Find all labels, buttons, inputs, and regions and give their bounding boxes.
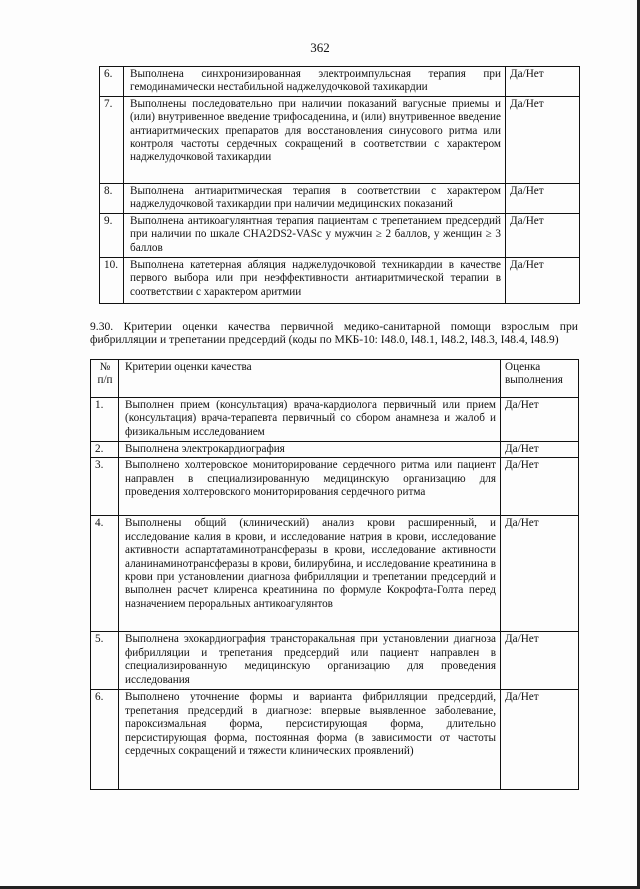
criterion-text: Выполнена электрокардиография bbox=[119, 442, 501, 458]
criterion-text: Выполнен прием (консультация) врача-кардиолога первичный или прием (консультация) врача-терапевта первичный со сбором анамнеза и жалоб и физикальным исследованием bbox=[119, 398, 501, 442]
row-number: 6. bbox=[91, 690, 119, 790]
table-row bbox=[100, 67, 580, 97]
table-row bbox=[91, 458, 579, 516]
page-number: 362 bbox=[310, 40, 330, 55]
row-number: 10. bbox=[100, 257, 124, 303]
assessment-value: Да/Нет bbox=[506, 183, 580, 213]
criterion-text: Выполнено уточнение формы и варианта фибрилляции предсердий, трепетания предсердий в диагнозе: впервые выявленное заболевание, пароксизмальная форма, персистирующая форма, длительно персистирующая форма, постоянная форма (в зависимости от частоты сердечных сокращений и тяжести клинических проявлений) bbox=[119, 690, 501, 790]
section-heading: 9.30. Критерии оценки качества первичной медико-санитарной помощи взрослым при фибрилляции и трепетании предсердий (коды по МКБ-10: I48.0, I48.1, I48.2, I48.3, I48.4, I48.9) bbox=[90, 320, 578, 347]
table-row bbox=[91, 690, 579, 790]
criterion-text: Выполнена антиаритмическая терапия в соответствии с характером наджелудочковой тахикардии при наличии медицинских показаний bbox=[124, 183, 506, 213]
header-criteria: Критерии оценки качества bbox=[119, 360, 501, 398]
assessment-value: Да/Нет bbox=[501, 690, 579, 790]
row-number: 3. bbox=[91, 458, 119, 516]
table-row bbox=[100, 213, 580, 257]
table-header-row bbox=[91, 360, 579, 398]
table-row bbox=[100, 96, 580, 183]
criterion-text: Выполнено холтеровское мониторирование сердечного ритма или пациент направлен в специализированную медицинскую организацию для проведения холтеровского мониторирования сердечного ритма bbox=[119, 458, 501, 516]
table-row bbox=[100, 257, 580, 303]
assessment-value: Да/Нет bbox=[501, 442, 579, 458]
assessment-value: Да/Нет bbox=[501, 516, 579, 632]
row-number: 7. bbox=[100, 96, 124, 183]
assessment-value: Да/Нет bbox=[506, 67, 580, 97]
assessment-value: Да/Нет bbox=[506, 96, 580, 183]
table-row bbox=[91, 442, 579, 458]
assessment-value: Да/Нет bbox=[506, 257, 580, 303]
table-row bbox=[91, 632, 579, 690]
row-number: 9. bbox=[100, 213, 124, 257]
criterion-text: Выполнены последовательно при наличии показаний вагусные приемы и (или) внутривенное введение трифосаденина, и (или) внутривенное введение антиаритмических препаратов для восстановления синусового ритма или контроля частоты сердечных сокращений в соответствии с характером наджелудочковой тахикардии bbox=[124, 96, 506, 183]
header-assessment: Оценка выполнения bbox=[501, 360, 579, 398]
row-number: 8. bbox=[100, 183, 124, 213]
row-number: 5. bbox=[91, 632, 119, 690]
criterion-text: Выполнена катетерная абляция наджелудочковой техникардии в качестве первого выбора или при неэффективности антиаритмической терапии в соответствии с характером аритмии bbox=[124, 257, 506, 303]
table-row bbox=[91, 516, 579, 632]
assessment-value: Да/Нет bbox=[501, 632, 579, 690]
row-number: 2. bbox=[91, 442, 119, 458]
criteria-table-continued bbox=[99, 66, 580, 304]
header-number: № п/п bbox=[91, 360, 119, 398]
criterion-text: Выполнена эхокардиография трансторакальная при установлении диагноза фибрилляции и трепетания предсердий или пациент направлен в специализированную медицинскую организацию для проведения исследования bbox=[119, 632, 501, 690]
assessment-value: Да/Нет bbox=[501, 398, 579, 442]
criterion-text: Выполнена синхронизированная электроимпульсная терапия при гемодинамически нестабильной наджелудочковой тахикардии bbox=[124, 67, 506, 97]
criterion-text: Выполнены общий (клинический) анализ крови расширенный, и исследование калия в крови, и исследование натрия в крови, исследование активности аспартатаминотрансферазы в крови, исследование активности аланинаминотрансферазы в крови, билирубина, и исследование креатинина в крови при установлении диагноза фибрилляции и трепетании предсердий и выполнен расчет клиренса креатинина по формуле Кокрофта-Голта перед назначением пероральных антикоагулянтов bbox=[119, 516, 501, 632]
table-row bbox=[91, 398, 579, 442]
row-number: 1. bbox=[91, 398, 119, 442]
assessment-value: Да/Нет bbox=[501, 458, 579, 516]
criterion-text: Выполнена антикоагулянтная терапия пациентам с трепетанием предсердий при наличии по шкале CHA2DS2-VASc у мужчин ≥ 2 баллов, у женщин ≥ 3 баллов bbox=[124, 213, 506, 257]
row-number: 6. bbox=[100, 67, 124, 97]
table-row bbox=[100, 183, 580, 213]
assessment-value: Да/Нет bbox=[506, 213, 580, 257]
row-number: 4. bbox=[91, 516, 119, 632]
criteria-table bbox=[90, 359, 579, 790]
